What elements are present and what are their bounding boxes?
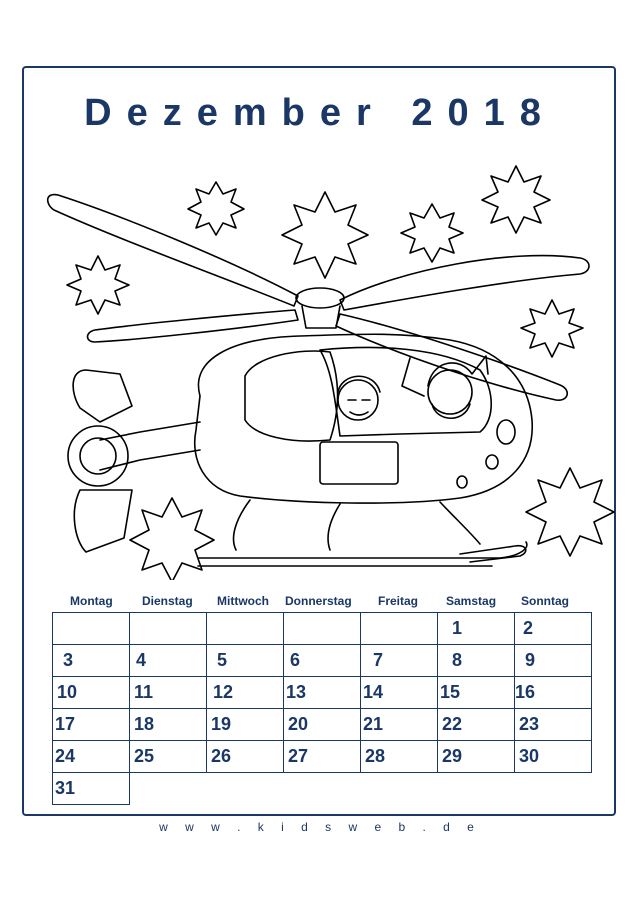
- calendar-week-row: [53, 645, 592, 677]
- day-cell: [53, 613, 130, 645]
- day-cell: 15: [438, 677, 515, 709]
- empty-cell: [361, 773, 438, 805]
- day-cell: 10: [53, 677, 130, 709]
- day-cell: 25: [130, 741, 207, 773]
- day-cell: 6: [284, 645, 361, 677]
- day-cell: [207, 613, 284, 645]
- empty-cell: [284, 773, 361, 805]
- day-cell: 22: [438, 709, 515, 741]
- calendar-week-row: [53, 613, 592, 645]
- day-cell: 29: [438, 741, 515, 773]
- day-cell: 26: [207, 741, 284, 773]
- weekday-header-row: [52, 594, 590, 610]
- calendar-title: Dezember 2018: [84, 92, 556, 134]
- weekday-header: Dienstag: [142, 594, 193, 608]
- day-cell: 13: [284, 677, 361, 709]
- calendar-week-row: [53, 741, 592, 773]
- weekday-header: Sonntag: [521, 594, 569, 608]
- star-icon: [282, 192, 368, 278]
- day-cell: [130, 613, 207, 645]
- calendar-week-row: [53, 677, 592, 709]
- day-cell: 23: [515, 709, 592, 741]
- day-cell: 31: [53, 773, 130, 805]
- day-cell: 27: [284, 741, 361, 773]
- empty-cell: [207, 773, 284, 805]
- weekday-header: Samstag: [446, 594, 497, 608]
- empty-cell: [438, 773, 515, 805]
- weekday-header: Mittwoch: [217, 594, 269, 608]
- calendar-week-row: [53, 773, 592, 805]
- day-cell: 1: [438, 613, 515, 645]
- day-cell: 12: [207, 677, 284, 709]
- day-cell: 28: [361, 741, 438, 773]
- star-icon: [130, 498, 214, 580]
- day-cell: [361, 613, 438, 645]
- weekday-header: Donnerstag: [285, 594, 352, 608]
- day-cell: [284, 613, 361, 645]
- day-cell: 30: [515, 741, 592, 773]
- day-cell: 14: [361, 677, 438, 709]
- day-cell: 9: [515, 645, 592, 677]
- day-cell: 19: [207, 709, 284, 741]
- footer-website: w w w . k i d s w e b . d e: [159, 820, 481, 834]
- empty-cell: [130, 773, 207, 805]
- day-cell: 20: [284, 709, 361, 741]
- day-cell: 3: [53, 645, 130, 677]
- star-icon: [67, 256, 129, 314]
- calendar-week-row: [53, 709, 592, 741]
- weekday-header: Montag: [70, 594, 113, 608]
- day-cell: 17: [53, 709, 130, 741]
- day-cell: 8: [438, 645, 515, 677]
- helicopter-santa-icon: [40, 160, 620, 580]
- day-cell: 7: [361, 645, 438, 677]
- day-cell: 16: [515, 677, 592, 709]
- day-cell: 21: [361, 709, 438, 741]
- star-icon: [526, 468, 614, 556]
- star-icon: [188, 182, 244, 235]
- star-icon: [482, 166, 550, 233]
- day-cell: 5: [207, 645, 284, 677]
- star-icon: [521, 300, 583, 357]
- day-cell: 4: [130, 645, 207, 677]
- empty-cell: [515, 773, 592, 805]
- day-cell: 11: [130, 677, 207, 709]
- day-cell: 18: [130, 709, 207, 741]
- day-cell: 24: [53, 741, 130, 773]
- calendar-grid: [52, 612, 592, 805]
- day-cell: 2: [515, 613, 592, 645]
- weekday-header: Freitag: [378, 594, 419, 608]
- star-icon: [401, 204, 463, 262]
